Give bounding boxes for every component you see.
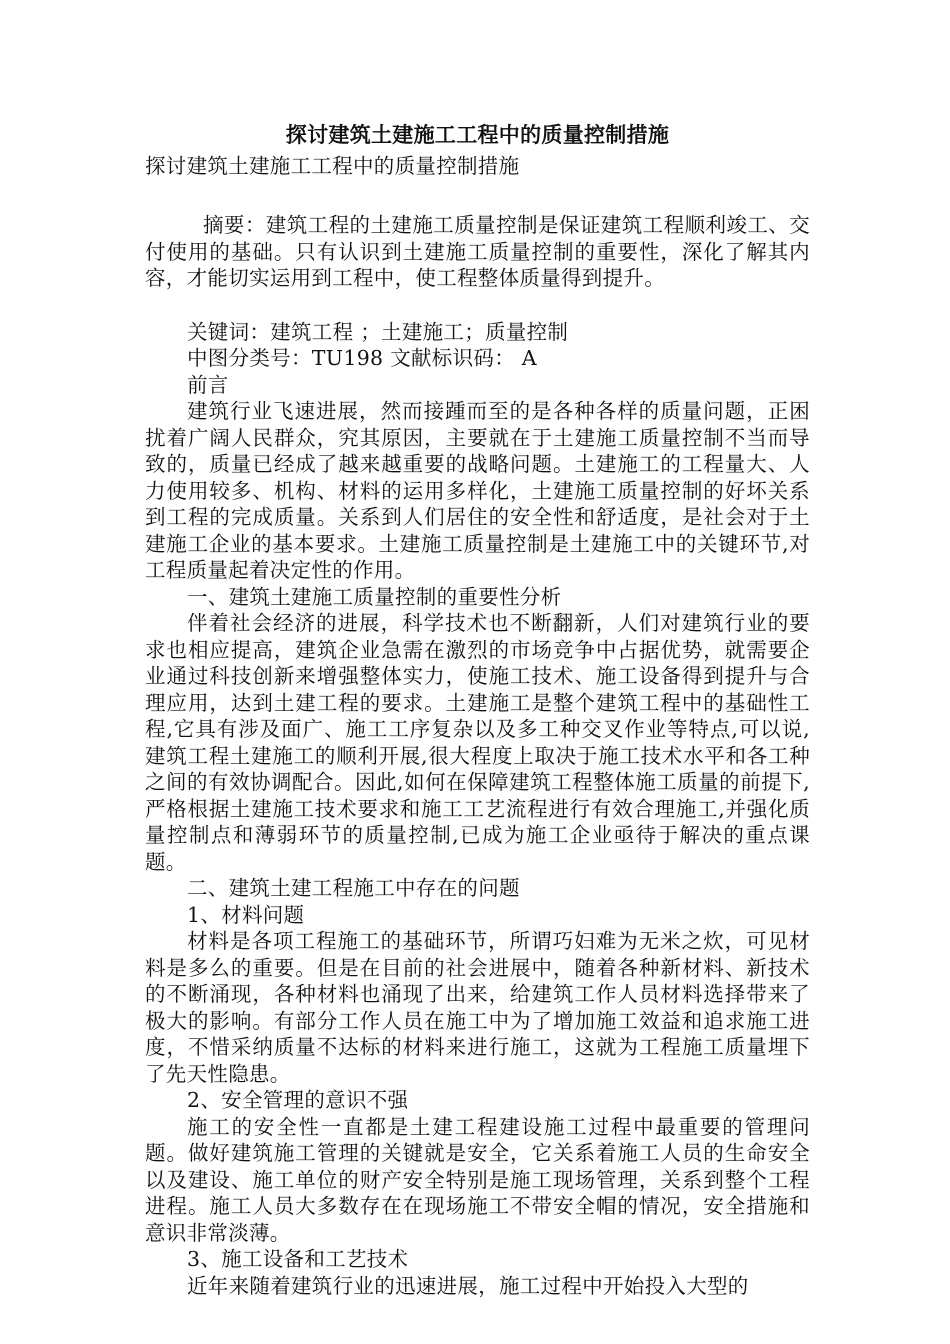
classification-line: 中图分类号：TU198 文献标识码： A bbox=[187, 346, 537, 370]
preface-paragraph: 建筑行业飞速进展，然而接踵而至的是各种各样的质量问题，正困扰着广阔人民群众，究其原因，主要就在于土建施工质量控制不当而导致的，质量已经成了越来越重要的战略问题。土建施工的工程量大、人力使用较多、机构、材料的运用多样化，土建施工质量控制的好坏关系到工程的完成质量。关系到人们居住的安全性和舒适度，是社会对于土建施工企业的基本要求。土建施工质量控制是土建施工中的关键环节,对工程质量起着决定性的作用。 bbox=[145, 399, 810, 582]
section-2-heading: 二、建筑土建工程施工中存在的问题 bbox=[187, 876, 520, 900]
subsection-3-heading: 3、施工设备和工艺技术 bbox=[187, 1247, 409, 1271]
subsection-2-heading: 2、安全管理的意识不强 bbox=[187, 1088, 409, 1112]
section-1-heading: 一、建筑土建施工质量控制的重要性分析 bbox=[187, 584, 562, 609]
keywords-line: 关键词：建筑工程 ；土建施工；质量控制 bbox=[187, 319, 569, 344]
document-page bbox=[145, 120, 810, 1299]
preface-heading: 前言 bbox=[187, 372, 229, 397]
subsection-1-paragraph: 材料是各项工程施工的基础环节，所谓巧妇难为无米之炊，可见材料是多么的重要。但是在目前的社会进展中，随着各种新材料、新技术的不断涌现，各种材料也涌现了出来，给建筑工作人员材料选择带来了极大的影响。有部分工作人员在施工中为了增加施工效益和追求施工进度，不惜采纳质量不达标的材料来进行施工，这就为工程施工质量埋下了先天性隐患。 bbox=[145, 929, 810, 1086]
subsection-1-heading: 1、材料问题 bbox=[187, 902, 305, 927]
document-subtitle: 探讨建筑土建施工工程中的质量控制措施 bbox=[145, 154, 520, 178]
subsection-2-paragraph: 施工的安全性一直都是土建工程建设施工过程中最重要的管理问题。做好建筑施工管理的关键就是安全，它关系着施工人员的生命安全以及建设、施工单位的财产安全特别是施工现场管理，关系到整个工程进程。施工人员大多数存在在现场施工不带安全帽的情况，安全措施和意识非常淡薄。 bbox=[145, 1114, 810, 1245]
abstract-paragraph: 摘要：建筑工程的土建施工质量控制是保证建筑工程顺利竣工、交付使用的基础。只有认识到土建施工质量控制的重要性，深化了解其内容，才能切实运用到工程中，使工程整体质量得到提升。 bbox=[145, 213, 810, 290]
document-title: 探讨建筑土建施工工程中的质量控制措施 bbox=[285, 122, 670, 147]
section-1-paragraph: 伴着社会经济的进展，科学技术也不断翻新，人们对建筑行业的要求也相应提高，建筑企业急需在激烈的市场竞争中占据优势，就需要企业通过科技创新来增强整体实力，使施工技术、施工设备得到提升与合理应用，达到土建工程的要求。土建施工是整个建筑工程中的基础性工程,它具有涉及面广、施工工序复杂以及多工种交叉作业等特点,可以说,建筑工程土建施工的顺利开展,很大程度上取决于施工技术水平和各工种之间的有效协调配合。因此,如何在保障建筑工程整体施工质量的前提下,严格根据土建施工技术要求和施工工艺流程进行有效合理施工,并强化质量控制点和薄弱环节的质量控制,已成为施工企业亟待于解决的重点课题。 bbox=[145, 611, 810, 874]
subsection-3-paragraph: 近年来随着建筑行业的迅速进展，施工过程中开始投入大型的 bbox=[187, 1273, 749, 1298]
